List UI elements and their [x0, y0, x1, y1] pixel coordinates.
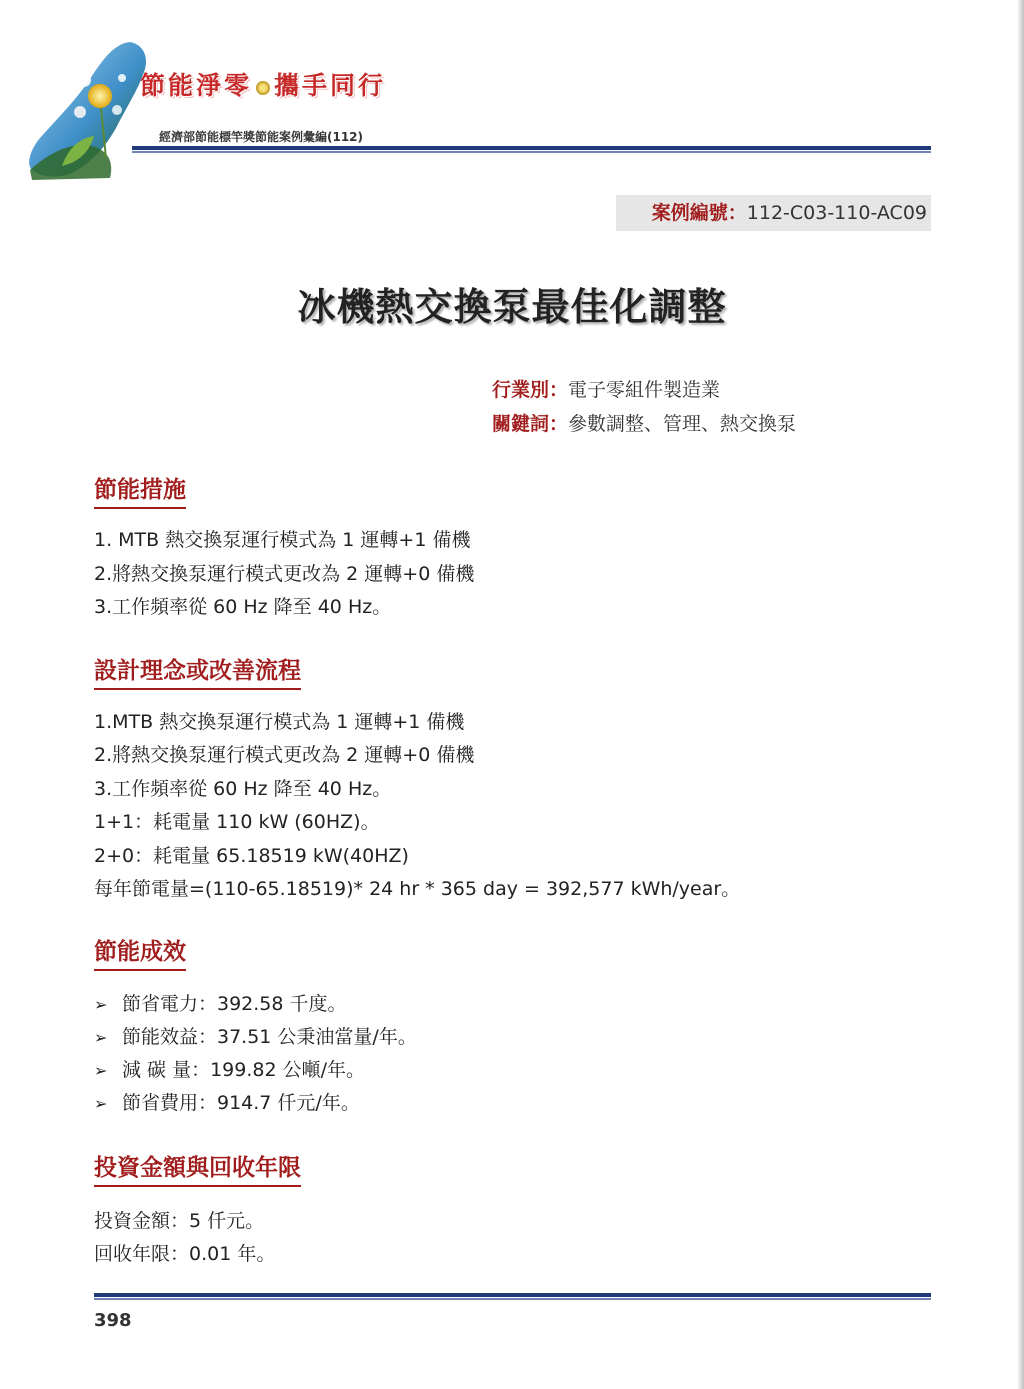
page-title: 冰機熱交換泵最佳化調整 — [297, 285, 727, 329]
industry-value: 電子零組件製造業 — [568, 379, 721, 401]
design-line: 每年節電量=(110-65.18519)* 24 hr * 365 day = 392,577 kWh/year。 — [94, 878, 741, 900]
page-edge — [1018, 0, 1024, 1389]
bullet-arrow-icon: ➢ — [94, 1061, 108, 1080]
section-heading-results: 節能成效 — [94, 933, 186, 971]
measures-line: 2.將熱交換泵運行模式更改為 2 運轉+0 備機 — [94, 563, 475, 585]
industry-row — [492, 375, 720, 402]
design-line: 2.將熱交換泵運行模式更改為 2 運轉+0 備機 — [94, 744, 475, 766]
results-item — [94, 1088, 360, 1115]
header-rule — [132, 146, 931, 150]
design-line: 1+1：耗電量 110 kW (60HZ)。 — [94, 811, 380, 833]
results-item — [94, 989, 347, 1016]
design-line: 1.MTB 熱交換泵運行模式為 1 運轉+1 備機 — [94, 711, 465, 733]
logo-taiwan-dandelion-icon — [22, 38, 182, 183]
slogan-separator-icon — [256, 81, 270, 95]
header-rule-secondary — [132, 151, 931, 153]
results-item — [94, 1022, 417, 1049]
industry-label: 行業別： — [492, 379, 569, 401]
publication-subtitle: 經濟部節能標竿獎節能案例彙編(112) — [159, 130, 364, 144]
slogan-right: 攜手同行 — [274, 71, 387, 100]
bullet-arrow-icon: ➢ — [94, 1028, 108, 1047]
section-heading-investment: 投資金額與回收年限 — [94, 1149, 301, 1187]
footer-rule — [94, 1293, 931, 1297]
results-item-text: 節省電力：392.58 千度。 — [122, 993, 347, 1015]
results-item-text: 減 碳 量：199.82 公噸/年。 — [122, 1059, 366, 1081]
measures-line: 3.工作頻率從 60 Hz 降至 40 Hz。 — [94, 596, 392, 618]
case-number-value: 112-C03-110-AC09 — [746, 202, 927, 224]
section-heading-design: 設計理念或改善流程 — [94, 652, 301, 690]
section-heading-measures: 節能措施 — [94, 471, 186, 509]
results-item-text: 節能效益：37.51 公秉油當量/年。 — [122, 1026, 417, 1048]
results-item-text: 節省費用：914.7 仟元/年。 — [122, 1092, 360, 1114]
case-number-label: 案例編號： — [651, 202, 747, 224]
design-line: 2+0：耗電量 65.18519 kW(40HZ) — [94, 845, 409, 867]
case-number-box — [616, 195, 931, 231]
measures-line: 1. MTB 熱交換泵運行模式為 1 運轉+1 備機 — [94, 529, 471, 551]
keywords-value: 參數調整、管理、熱交換泵 — [568, 413, 797, 435]
footer-rule-secondary — [94, 1298, 931, 1300]
results-item — [94, 1055, 365, 1082]
investment-line: 投資金額：5 仟元。 — [94, 1210, 265, 1232]
page-number: 398 — [94, 1310, 132, 1331]
bullet-arrow-icon: ➢ — [94, 1094, 108, 1113]
keywords-label: 關鍵詞： — [492, 413, 569, 435]
bullet-arrow-icon: ➢ — [94, 995, 108, 1014]
keywords-row — [492, 409, 796, 436]
design-line: 3.工作頻率從 60 Hz 降至 40 Hz。 — [94, 778, 392, 800]
header-slogan — [140, 66, 386, 102]
slogan-left: 節能淨零 — [140, 71, 253, 100]
investment-line: 回收年限：0.01 年。 — [94, 1243, 276, 1265]
